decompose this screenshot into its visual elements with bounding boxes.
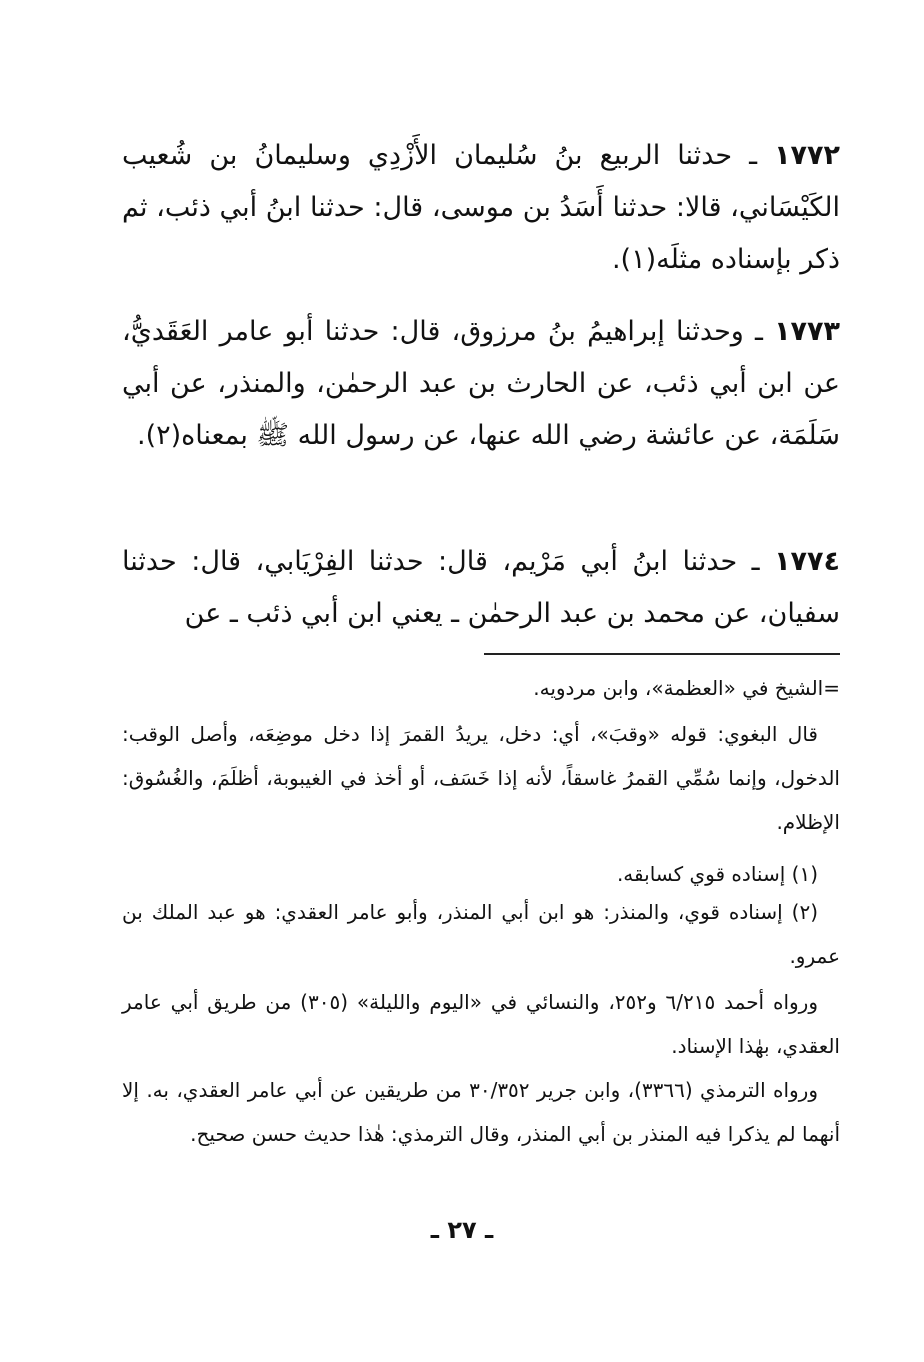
hadith-1772 bbox=[122, 130, 840, 286]
hadith-text: ـ حدثنا الربيع بنُ سُليمان الأَزْدِي وسليمانُ بن شُعيب الكَيْسَاني، قالا: حدثنا أَسَدُ بن موسى، قال: حدثنا ابنُ أبي ذئب، ثم ذكر بإسناده مثلَه(١). bbox=[122, 140, 840, 275]
footnote-1: (١) إسناده قوي كسابقه. bbox=[616, 862, 818, 886]
hadith-1774 bbox=[122, 536, 840, 640]
footnote-baghawi: قال البغوي: قوله «وقبَ»، أي: دخل، يريدُ القمرَ إذا دخل موضِعَه، وأصل الوقب: الدخول، وإنما سُمِّي القمرُ غاسقاً، لأنه إذا خَسَف، أو أخذ في الغيبوبة، أظلَمَ، والغُسُوق: الإظلام. bbox=[122, 722, 840, 834]
hadith-number: ١٧٧٣ bbox=[774, 316, 840, 347]
footnote-separator bbox=[484, 653, 840, 655]
footnote-2: (٢) إسناده قوي، والمنذر: هو ابن أبي المنذر، وأبو عامر العقدي: هو عبد الملك بن عمرو. bbox=[122, 900, 840, 968]
footnote-2-tirmidhi: ورواه الترمذي (٣٣٦٦)، وابن جرير ٣٠/٣٥٢ من طريقين عن أبي عامر العقدي، به. إلا أنهما لم يذكرا فيه المنذر بن أبي المنذر، وقال الترمذي: هٰذا حديث حسن صحيح. bbox=[122, 1078, 840, 1146]
hadith-text: ـ وحدثنا إبراهيمُ بنُ مرزوق، قال: حدثنا أبو عامر العَقَديُّ، عن ابن أبي ذئب، عن الحارث بن عبد الرحمٰن، والمنذر، عن أبي سَلَمَة، عن عائشة رضي الله عنها، عن رسول الله ﷺ بمعناه(٢). bbox=[122, 316, 840, 451]
footnote-continuation: =الشيخ في «العظمة»، وابن مردويه. bbox=[533, 676, 840, 700]
page-number: ـ ٢٧ ـ bbox=[430, 1216, 494, 1244]
footnote-2-ahmad: ورواه أحمد ٦/٢١٥ و٢٥٢، والنسائي في «اليوم والليلة» (٣٠٥) من طريق أبي عامر العقدي، بهٰذا الإسناد. bbox=[122, 990, 840, 1058]
hadith-text: ـ حدثنا ابنُ أبي مَرْيم، قال: حدثنا الفِرْيَابي، قال: حدثنا سفيان، عن محمد بن عبد الرحمٰن ـ يعني ابن أبي ذئب ـ عن bbox=[122, 546, 840, 629]
hadith-1773 bbox=[122, 306, 840, 462]
hadith-number: ١٧٧٤ bbox=[774, 546, 840, 577]
hadith-number: ١٧٧٢ bbox=[774, 140, 840, 171]
